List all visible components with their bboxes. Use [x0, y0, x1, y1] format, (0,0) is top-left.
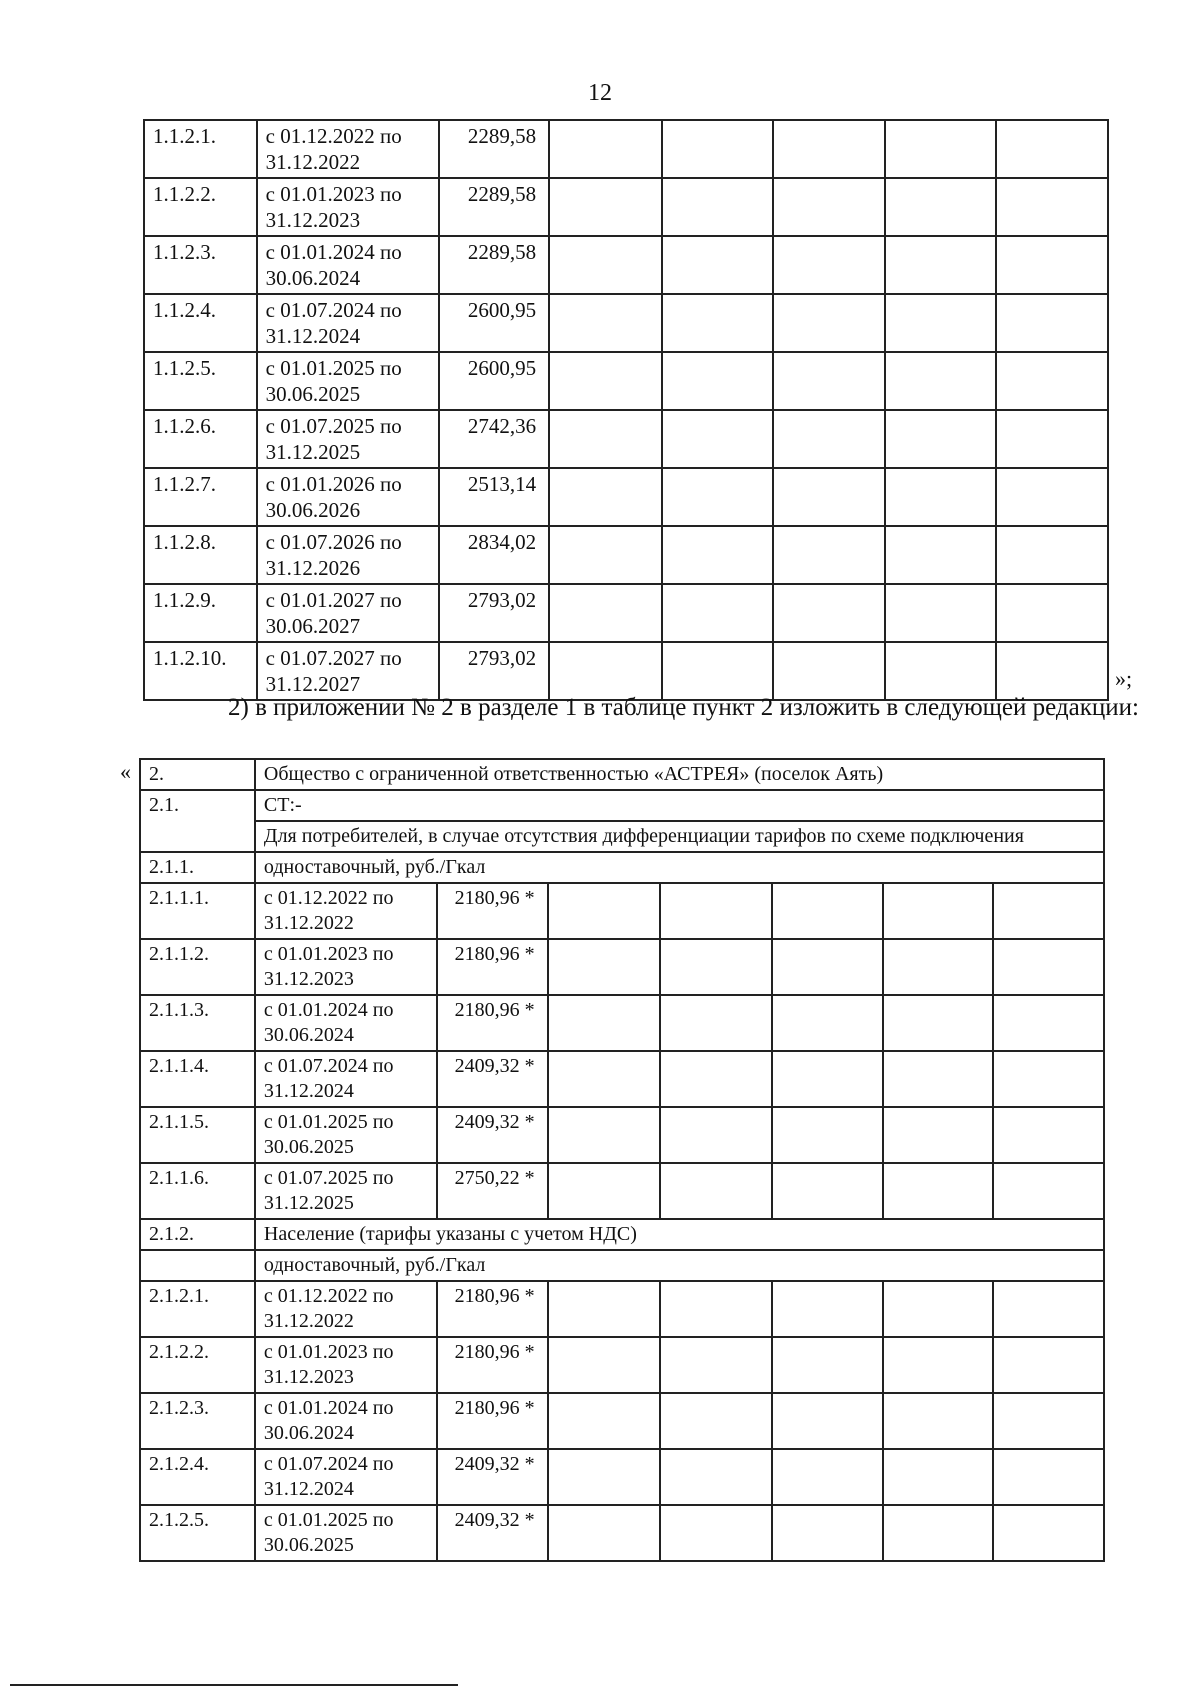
table2-body [140, 759, 1104, 1561]
row-value: 2180,96 * [437, 883, 548, 939]
empty-cell [993, 1505, 1104, 1561]
st-label: СТ:- [255, 790, 1104, 821]
table-row [144, 236, 1108, 294]
empty-cell [662, 410, 774, 468]
row-number: 1.1.2.1. [144, 120, 257, 178]
row-number: 1.1.2.3. [144, 236, 257, 294]
row-value: 2409,32 * [437, 1051, 548, 1107]
row-value: 2793,02 [439, 584, 549, 642]
empty-cell [772, 1505, 883, 1561]
empty-cell [773, 410, 885, 468]
empty-cell [883, 1163, 994, 1219]
empty-cell [662, 178, 774, 236]
empty-cell [996, 236, 1108, 294]
group2-header-row [140, 1219, 1104, 1250]
empty-cell [662, 468, 774, 526]
table-row [144, 584, 1108, 642]
empty-cell [883, 1505, 994, 1561]
row-number: 1.1.2.7. [144, 468, 257, 526]
row-period: с 01.01.2023 по 31.12.2023 [257, 178, 439, 236]
row-number: 2.1.2. [140, 1219, 255, 1250]
row-number: 2.1.1.4. [140, 1051, 255, 1107]
table-row [144, 526, 1108, 584]
empty-cell [662, 526, 774, 584]
row-number: 2.1.1.5. [140, 1107, 255, 1163]
empty-cell [660, 995, 772, 1051]
table-row [140, 1163, 1104, 1219]
row-period: с 01.01.2025 по 30.06.2025 [257, 352, 439, 410]
row-value: 2409,32 * [437, 1505, 548, 1561]
empty-cell [773, 294, 885, 352]
row-period: с 01.12.2022 по 31.12.2022 [255, 883, 437, 939]
row-number: 2.1.1.3. [140, 995, 255, 1051]
row-number [140, 1250, 255, 1281]
empty-cell [548, 1505, 661, 1561]
empty-cell [549, 468, 662, 526]
row-period: с 01.07.2024 по 31.12.2024 [255, 1051, 437, 1107]
row-period: с 01.07.2024 по 31.12.2024 [257, 294, 439, 352]
empty-cell [883, 1393, 994, 1449]
table-row [140, 1107, 1104, 1163]
empty-cell [996, 584, 1108, 642]
row-value: 2180,96 * [437, 995, 548, 1051]
row-number: 2.1.1.6. [140, 1163, 255, 1219]
empty-cell [548, 939, 661, 995]
empty-cell [549, 352, 662, 410]
empty-cell [660, 1337, 772, 1393]
empty-cell [993, 1449, 1104, 1505]
row-value: 2289,58 [439, 120, 549, 178]
row-number: 2.1.2.1. [140, 1281, 255, 1337]
empty-cell [993, 1393, 1104, 1449]
row-value: 2600,95 [439, 352, 549, 410]
row-period: с 01.07.2025 по 31.12.2025 [257, 410, 439, 468]
empty-cell [548, 995, 661, 1051]
empty-cell [662, 120, 774, 178]
empty-cell [773, 584, 885, 642]
page-number: 12 [588, 80, 612, 106]
empty-cell [885, 410, 997, 468]
empty-cell [885, 236, 997, 294]
empty-cell [883, 1337, 994, 1393]
group2-subheader-row [140, 1250, 1104, 1281]
empty-cell [772, 1163, 883, 1219]
row-label: одноставочный, руб./Гкал [255, 1250, 1104, 1281]
empty-cell [996, 468, 1108, 526]
empty-cell [773, 468, 885, 526]
table-row [144, 410, 1108, 468]
table-row [144, 642, 1108, 700]
row-value: 2793,02 [439, 642, 549, 700]
empty-cell [549, 294, 662, 352]
empty-cell [660, 1449, 772, 1505]
empty-cell [772, 1107, 883, 1163]
table-row [144, 294, 1108, 352]
empty-cell [548, 1449, 661, 1505]
empty-cell [662, 352, 774, 410]
empty-cell [993, 1281, 1104, 1337]
empty-cell [996, 178, 1108, 236]
empty-cell [662, 294, 774, 352]
empty-cell [773, 352, 885, 410]
empty-cell [996, 410, 1108, 468]
empty-cell [773, 178, 885, 236]
empty-cell [660, 1393, 772, 1449]
empty-cell [662, 584, 774, 642]
empty-cell [660, 939, 772, 995]
table-row [140, 883, 1104, 939]
empty-cell [883, 1051, 994, 1107]
row-period: с 01.07.2025 по 31.12.2025 [255, 1163, 437, 1219]
row-value: 2289,58 [439, 236, 549, 294]
tariff-table-astreya [139, 758, 1105, 1562]
empty-cell [993, 1163, 1104, 1219]
row-period: с 01.01.2027 по 30.06.2027 [257, 584, 439, 642]
row-period: с 01.01.2023 по 31.12.2023 [255, 1337, 437, 1393]
empty-cell [996, 120, 1108, 178]
empty-cell [662, 236, 774, 294]
table-row [140, 1393, 1104, 1449]
empty-cell [773, 526, 885, 584]
row-value: 2513,14 [439, 468, 549, 526]
group1-label: одноставочный, руб./Гкал [255, 852, 1104, 883]
row-period: с 01.07.2026 по 31.12.2026 [257, 526, 439, 584]
row-number: 2.1.1.1. [140, 883, 255, 939]
empty-cell [885, 294, 997, 352]
table-row [140, 1449, 1104, 1505]
empty-cell [993, 883, 1104, 939]
table-row [140, 939, 1104, 995]
table-row [140, 1337, 1104, 1393]
empty-cell [772, 883, 883, 939]
empty-cell [660, 1051, 772, 1107]
row-period: с 01.07.2024 по 31.12.2024 [255, 1449, 437, 1505]
row-period: с 01.12.2022 по 31.12.2022 [257, 120, 439, 178]
group1-header-row [140, 852, 1104, 883]
org-number: 2. [140, 759, 255, 790]
table-row [144, 468, 1108, 526]
row-value: 2180,96 * [437, 1281, 548, 1337]
empty-cell [549, 178, 662, 236]
row-period: с 01.01.2026 по 30.06.2026 [257, 468, 439, 526]
empty-cell [993, 939, 1104, 995]
row-period: с 01.01.2024 по 30.06.2024 [257, 236, 439, 294]
empty-cell [885, 468, 997, 526]
empty-cell [885, 584, 997, 642]
empty-cell [548, 1107, 661, 1163]
row-value: 2409,32 * [437, 1107, 548, 1163]
row-value: 2750,22 * [437, 1163, 548, 1219]
row-value: 2180,96 * [437, 1337, 548, 1393]
row-number: 1.1.2.5. [144, 352, 257, 410]
empty-cell [773, 642, 885, 700]
row-period: с 01.01.2024 по 30.06.2024 [255, 995, 437, 1051]
empty-cell [549, 410, 662, 468]
row-period: с 01.12.2022 по 31.12.2022 [255, 1281, 437, 1337]
row-number: 2.1.2.5. [140, 1505, 255, 1561]
empty-cell [549, 120, 662, 178]
empty-cell [883, 1449, 994, 1505]
empty-cell [660, 1107, 772, 1163]
empty-cell [993, 1107, 1104, 1163]
amendment-paragraph: 2) в приложении № 2 в разделе 1 в таблице пункт 2 изложить в следующей редакции: [228, 694, 1139, 721]
group1-number: 2.1.1. [140, 852, 255, 883]
table-row [140, 1505, 1104, 1561]
empty-cell [549, 584, 662, 642]
row-number: 2.1.1.2. [140, 939, 255, 995]
row-value: 2409,32 * [437, 1449, 548, 1505]
empty-cell [548, 1337, 661, 1393]
empty-cell [996, 526, 1108, 584]
footer-rule [10, 1684, 458, 1686]
row-period: с 01.01.2025 по 30.06.2025 [255, 1107, 437, 1163]
consumers-note-row [140, 821, 1104, 852]
row-number: 1.1.2.9. [144, 584, 257, 642]
org-row [140, 759, 1104, 790]
row-value: 2180,96 * [437, 939, 548, 995]
row-number: 2.1.2.2. [140, 1337, 255, 1393]
empty-cell [993, 1051, 1104, 1107]
tariff-table-continued [143, 119, 1109, 701]
table-row [144, 352, 1108, 410]
empty-cell [548, 1051, 661, 1107]
row-period: с 01.01.2024 по 30.06.2024 [255, 1393, 437, 1449]
row-value: 2289,58 [439, 178, 549, 236]
empty-cell [993, 995, 1104, 1051]
empty-cell [885, 178, 997, 236]
empty-cell [883, 1107, 994, 1163]
empty-cell [996, 352, 1108, 410]
row-period: с 01.01.2023 по 31.12.2023 [255, 939, 437, 995]
row-value: 2600,95 [439, 294, 549, 352]
empty-cell [773, 120, 885, 178]
table-row [144, 120, 1108, 178]
st-number: 2.1. [140, 790, 255, 852]
row-period: с 01.07.2027 по 31.12.2027 [257, 642, 439, 700]
table-row [144, 178, 1108, 236]
table-row [140, 995, 1104, 1051]
empty-cell [660, 1163, 772, 1219]
empty-cell [548, 883, 661, 939]
empty-cell [772, 1281, 883, 1337]
row-value: 2834,02 [439, 526, 549, 584]
row-period: с 01.01.2025 по 30.06.2025 [255, 1505, 437, 1561]
empty-cell [772, 1051, 883, 1107]
org-name: Общество с ограниченной ответственностью «АСТРЕЯ» (поселок Аять) [255, 759, 1104, 790]
empty-cell [660, 1505, 772, 1561]
empty-cell [883, 883, 994, 939]
empty-cell [993, 1337, 1104, 1393]
empty-cell [883, 995, 994, 1051]
empty-cell [885, 526, 997, 584]
closing-quote-mark: »; [1115, 666, 1133, 691]
st-row [140, 790, 1104, 821]
empty-cell [548, 1281, 661, 1337]
empty-cell [772, 1337, 883, 1393]
consumers-note: Для потребителей, в случае отсутствия дифференциации тарифов по схеме подключения [255, 821, 1104, 852]
row-number: 1.1.2.2. [144, 178, 257, 236]
empty-cell [662, 642, 774, 700]
empty-cell [772, 1393, 883, 1449]
row-number: 2.1.2.4. [140, 1449, 255, 1505]
empty-cell [660, 1281, 772, 1337]
empty-cell [772, 995, 883, 1051]
row-value: 2742,36 [439, 410, 549, 468]
row-number: 2.1.2.3. [140, 1393, 255, 1449]
empty-cell [549, 642, 662, 700]
table-row [140, 1051, 1104, 1107]
empty-cell [883, 1281, 994, 1337]
empty-cell [883, 939, 994, 995]
empty-cell [885, 352, 997, 410]
opening-quote-mark: « [120, 759, 131, 784]
empty-cell [773, 236, 885, 294]
table1-body [144, 120, 1108, 700]
empty-cell [996, 294, 1108, 352]
empty-cell [548, 1163, 661, 1219]
empty-cell [549, 526, 662, 584]
row-value: 2180,96 * [437, 1393, 548, 1449]
empty-cell [885, 642, 997, 700]
empty-cell [660, 883, 772, 939]
row-number: 1.1.2.10. [144, 642, 257, 700]
row-number: 1.1.2.6. [144, 410, 257, 468]
empty-cell [548, 1393, 661, 1449]
empty-cell [772, 1449, 883, 1505]
row-number: 1.1.2.4. [144, 294, 257, 352]
row-label: Население (тарифы указаны с учетом НДС) [255, 1219, 1104, 1250]
empty-cell [996, 642, 1108, 700]
empty-cell [885, 120, 997, 178]
row-number: 1.1.2.8. [144, 526, 257, 584]
empty-cell [549, 236, 662, 294]
empty-cell [772, 939, 883, 995]
table-row [140, 1281, 1104, 1337]
